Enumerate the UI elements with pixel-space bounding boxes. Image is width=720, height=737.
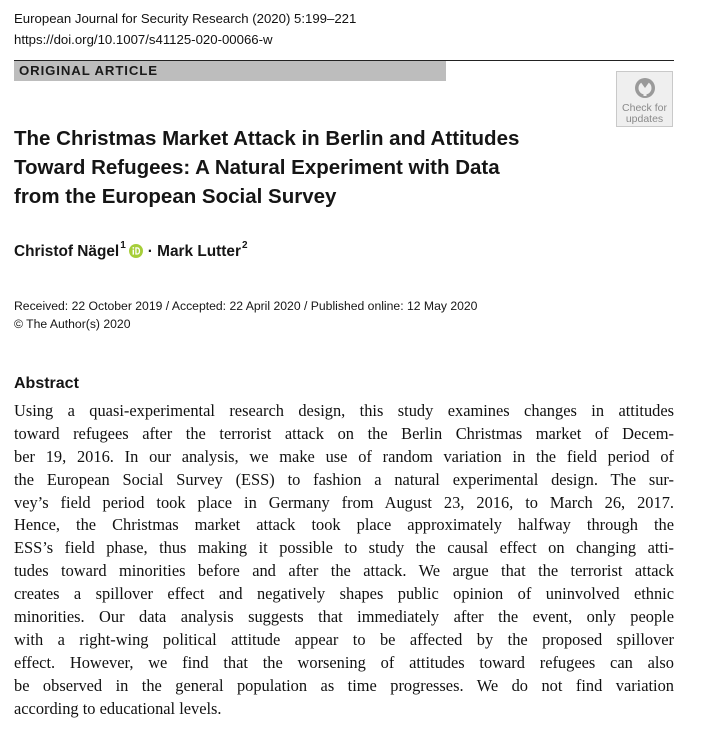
copyright-notice: © The Author(s) 2020 <box>14 317 131 331</box>
abstract-line: be observed in the general population as time progresses. We do not find variation <box>14 675 674 695</box>
article-title-line: from the European Social Survey <box>14 185 337 208</box>
abstract-line: Hence, the Christmas market attack took place approximately halfway through the <box>14 515 674 535</box>
abstract-line: toward refugees after the terrorist attack on the Berlin Christmas market of Decem- <box>14 423 674 443</box>
abstract-line: the European Social Survey (ESS) to fashion a natural experimental design. The sur- <box>14 469 674 489</box>
abstract-line: minorities. Our data analysis suggests that immediately after the event, only people <box>14 607 674 627</box>
abstract-body <box>14 400 674 720</box>
abstract-line: according to educational levels. <box>14 698 222 718</box>
article-title-line: The Christmas Market Attack in Berlin and Attitudes <box>14 127 520 150</box>
orcid-icon[interactable] <box>129 244 143 258</box>
abstract-line: ESS’s field phase, thus making it possible to study the causal effect on changing atti- <box>14 538 674 558</box>
check-for-updates-badge[interactable] <box>616 71 673 127</box>
abstract-line: tudes toward minorities before and after the attack. We argue that the terrorist attack <box>14 561 674 581</box>
article-title-line: Toward Refugees: A Natural Experiment with Data <box>14 156 500 179</box>
article-type-label: ORIGINAL ARTICLE <box>19 63 158 78</box>
author-separator: · <box>147 243 153 260</box>
abstract-line: effect. However, we find that the worsening of attitudes toward refugees can also <box>14 652 674 672</box>
journal-citation: European Journal for Security Research (2020) 5:199–221 <box>14 11 357 26</box>
check-for-updates-icon <box>634 77 656 99</box>
doi-link[interactable]: https://doi.org/10.1007/s41125-020-00066-w <box>14 32 273 47</box>
abstract-line: creates a spillover effect and negatively shapes public opinion of uninvolved ethnic <box>14 584 674 604</box>
abstract-line: vey’s field period took place in Germany from August 23, 2016, to March 26, 2017. <box>14 492 674 512</box>
author-name[interactable]: Christof Nägel <box>14 243 120 260</box>
abstract-heading: Abstract <box>14 375 79 392</box>
abstract-line: ber 19, 2016. In our analysis, we make use of random variation in the field period of <box>14 446 674 466</box>
check-for-updates-line2: updates <box>625 113 664 125</box>
abstract-line: with a right-wing political attitude appear to be affected by the proposed spillover <box>14 629 674 649</box>
check-for-updates-line1: Check for <box>622 102 667 114</box>
publication-dates: Received: 22 October 2019 / Accepted: 22 April 2020 / Published online: 12 May 2020 <box>14 299 478 313</box>
abstract-line: Using a quasi-experimental research design, this study examines changes in attitudes <box>14 401 674 420</box>
author-list: Christof Nägel $^1$ · Mark Lutter $^2$ <box>14 240 248 260</box>
author-name[interactable]: Mark Lutter <box>157 243 241 260</box>
